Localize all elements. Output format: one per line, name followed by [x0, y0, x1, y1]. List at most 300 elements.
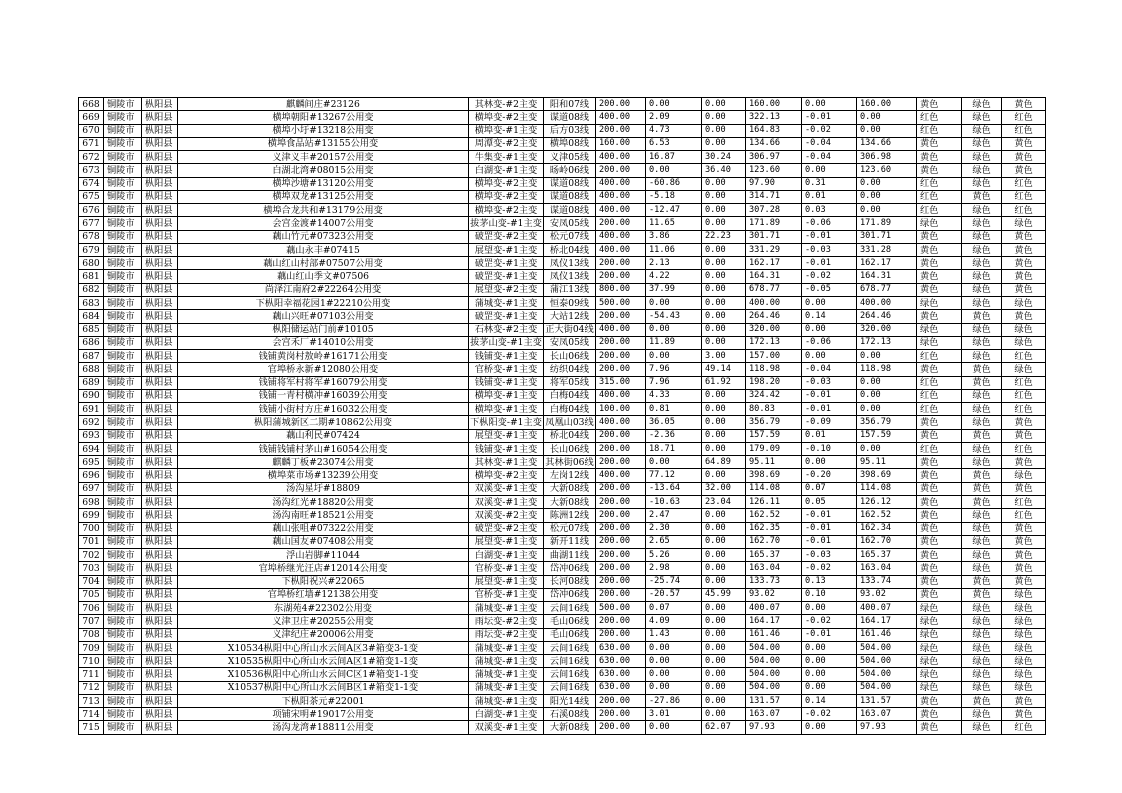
table-row [79, 403, 1046, 416]
cell-substation: 破罡变-#1主变 [469, 270, 544, 283]
cell-county: 枞阳县 [142, 602, 178, 615]
cell-transformer-name: 汤沟南旺#18521公用变 [178, 509, 469, 522]
cell-county: 枞阳县 [142, 124, 178, 137]
cell-transformer-name: 白湖北湾#08015公用变 [178, 164, 469, 177]
cell-status-3: 绿色 [1002, 615, 1046, 628]
cell-transformer-name: 横埠沙塘#13120公用变 [178, 177, 469, 190]
cell-value-d: -0.05 [802, 283, 857, 296]
cell-value-a: 0.00 [646, 668, 702, 681]
cell-value-b: 0.00 [702, 98, 746, 111]
cell-substation: 官桥变-#1主变 [469, 562, 544, 575]
cell-value-d: -0.03 [802, 376, 857, 389]
cell-status-2: 绿色 [962, 124, 1002, 137]
cell-county: 枞阳县 [142, 389, 178, 402]
cell-value-a: 4.33 [646, 389, 702, 402]
table-row [79, 376, 1046, 389]
cell-county: 枞阳县 [142, 257, 178, 270]
cell-status-3: 绿色 [1002, 296, 1046, 309]
cell-substation: 展望变-#1主变 [469, 575, 544, 588]
cell-feeder-line: 石溪08线 [544, 708, 596, 721]
cell-transformer-name: 汤沟龙湾#18811公用变 [178, 721, 469, 734]
cell-value-c: 118.98 [746, 363, 802, 376]
cell-value-d: 0.00 [802, 721, 857, 734]
cell-capacity: 100.00 [596, 403, 646, 416]
cell-value-a: 0.00 [646, 98, 702, 111]
cell-transformer-name: 钱铺黄岗村敖岭#16171公用变 [178, 350, 469, 363]
cell-row-index: 700 [79, 522, 104, 535]
cell-status-3: 绿色 [1002, 588, 1046, 601]
table-row [79, 641, 1046, 654]
cell-value-c: 314.71 [746, 190, 802, 203]
cell-transformer-name: 浮山岩脚#11044 [178, 549, 469, 562]
cell-status-3: 黄色 [1002, 416, 1046, 429]
cell-city: 铜陵市 [104, 416, 142, 429]
cell-value-b: 0.00 [702, 257, 746, 270]
cell-value-b: 0.00 [702, 641, 746, 654]
cell-substation: 蒲城变-#1主变 [469, 655, 544, 668]
cell-city: 铜陵市 [104, 628, 142, 641]
cell-feeder-line: 阳光14线 [544, 694, 596, 707]
cell-substation: 雨坛变-#2主变 [469, 628, 544, 641]
cell-value-b: 0.00 [702, 535, 746, 548]
cell-capacity: 400.00 [596, 243, 646, 256]
cell-county: 枞阳县 [142, 243, 178, 256]
table-row [79, 456, 1046, 469]
data-table [78, 97, 1046, 735]
cell-capacity: 200.00 [596, 456, 646, 469]
cell-value-a: -60.86 [646, 177, 702, 190]
cell-county: 枞阳县 [142, 177, 178, 190]
cell-status-1: 黄色 [917, 416, 962, 429]
cell-value-c: 164.83 [746, 124, 802, 137]
cell-transformer-name: 下枞阳祝兴#22065 [178, 575, 469, 588]
cell-value-c: 172.13 [746, 336, 802, 349]
cell-substation: 白湖变-#1主变 [469, 708, 544, 721]
cell-feeder-line: 毛山06线 [544, 628, 596, 641]
cell-value-e: 398.69 [857, 469, 917, 482]
table-row [79, 602, 1046, 615]
cell-row-index: 679 [79, 243, 104, 256]
cell-value-d: -0.06 [802, 336, 857, 349]
cell-city: 铜陵市 [104, 336, 142, 349]
cell-status-3: 红色 [1002, 111, 1046, 124]
cell-status-1: 红色 [917, 389, 962, 402]
cell-value-d: -0.02 [802, 708, 857, 721]
cell-value-e: 95.11 [857, 456, 917, 469]
cell-transformer-name: 藕山张咀#07322公用变 [178, 522, 469, 535]
table-row [79, 509, 1046, 522]
cell-status-2: 绿色 [962, 336, 1002, 349]
cell-county: 枞阳县 [142, 694, 178, 707]
cell-status-3: 红色 [1002, 442, 1046, 455]
cell-transformer-name: 义津纪庄#20006公用变 [178, 628, 469, 641]
cell-capacity: 400.00 [596, 416, 646, 429]
cell-value-c: 264.46 [746, 310, 802, 323]
cell-substation: 钱铺变-#1主变 [469, 376, 544, 389]
cell-status-2: 绿色 [962, 641, 1002, 654]
cell-value-e: 678.77 [857, 283, 917, 296]
cell-transformer-name: 横埠朝阳#13267公用变 [178, 111, 469, 124]
cell-value-b: 0.00 [702, 628, 746, 641]
cell-value-d: 0.14 [802, 694, 857, 707]
cell-county: 枞阳县 [142, 336, 178, 349]
table-row [79, 469, 1046, 482]
cell-value-e: 0.00 [857, 177, 917, 190]
cell-city: 铜陵市 [104, 137, 142, 150]
cell-feeder-line: 恒泰09线 [544, 296, 596, 309]
cell-substation: 横埠变-#2主变 [469, 469, 544, 482]
cell-status-3: 红色 [1002, 177, 1046, 190]
cell-status-1: 黄色 [917, 137, 962, 150]
cell-value-d: 0.01 [802, 429, 857, 442]
cell-city: 铜陵市 [104, 257, 142, 270]
cell-value-c: 198.20 [746, 376, 802, 389]
cell-city: 铜陵市 [104, 270, 142, 283]
cell-value-d: 0.03 [802, 204, 857, 217]
cell-status-1: 黄色 [917, 429, 962, 442]
table-row [79, 416, 1046, 429]
cell-transformer-name: 义津义丰#20157公用变 [178, 151, 469, 164]
cell-value-a: 0.00 [646, 655, 702, 668]
cell-city: 铜陵市 [104, 588, 142, 601]
cell-capacity: 200.00 [596, 628, 646, 641]
cell-value-e: 0.00 [857, 403, 917, 416]
cell-city: 铜陵市 [104, 296, 142, 309]
cell-capacity: 800.00 [596, 283, 646, 296]
cell-row-index: 714 [79, 708, 104, 721]
cell-feeder-line: 陈洲12线 [544, 509, 596, 522]
cell-capacity: 400.00 [596, 389, 646, 402]
cell-county: 枞阳县 [142, 403, 178, 416]
cell-value-c: 164.17 [746, 615, 802, 628]
cell-capacity: 400.00 [596, 204, 646, 217]
cell-status-1: 黄色 [917, 363, 962, 376]
table-row [79, 389, 1046, 402]
cell-value-d: -0.01 [802, 628, 857, 641]
cell-substation: 蒲城变-#1主变 [469, 641, 544, 654]
cell-status-3: 红色 [1002, 350, 1046, 363]
cell-value-b: 0.00 [702, 323, 746, 336]
cell-row-index: 707 [79, 615, 104, 628]
cell-capacity: 200.00 [596, 562, 646, 575]
cell-value-a: -5.18 [646, 190, 702, 203]
cell-value-a: -13.64 [646, 482, 702, 495]
cell-value-e: 306.98 [857, 151, 917, 164]
cell-substation: 官桥变-#1主变 [469, 363, 544, 376]
cell-value-d: -0.01 [802, 111, 857, 124]
cell-city: 铜陵市 [104, 217, 142, 230]
cell-substation: 牛集变-#1主变 [469, 151, 544, 164]
cell-feeder-line: 凤仪13线 [544, 270, 596, 283]
cell-transformer-name: 下枞阳茶元#22001 [178, 694, 469, 707]
cell-substation: 蒲城变-#1主变 [469, 681, 544, 694]
cell-status-3: 红色 [1002, 376, 1046, 389]
cell-substation: 展望变-#1主变 [469, 243, 544, 256]
cell-capacity: 400.00 [596, 190, 646, 203]
cell-row-index: 675 [79, 190, 104, 203]
cell-feeder-line: 白梅04线 [544, 403, 596, 416]
cell-value-d: 0.07 [802, 482, 857, 495]
cell-value-e: 331.28 [857, 243, 917, 256]
cell-transformer-name: 下枞阳幸福花园1#22210公用变 [178, 296, 469, 309]
cell-row-index: 695 [79, 456, 104, 469]
table-row [79, 522, 1046, 535]
cell-feeder-line: 旸岭06线 [544, 164, 596, 177]
cell-substation: 破罡变-#2主变 [469, 230, 544, 243]
cell-value-b: 0.00 [702, 310, 746, 323]
cell-county: 枞阳县 [142, 310, 178, 323]
cell-status-3: 黄色 [1002, 98, 1046, 111]
cell-value-c: 400.00 [746, 296, 802, 309]
cell-row-index: 687 [79, 350, 104, 363]
cell-value-c: 134.66 [746, 137, 802, 150]
cell-county: 枞阳县 [142, 641, 178, 654]
cell-feeder-line: 大新08线 [544, 721, 596, 734]
cell-county: 枞阳县 [142, 522, 178, 535]
cell-value-a: 5.26 [646, 549, 702, 562]
cell-county: 枞阳县 [142, 442, 178, 455]
cell-status-2: 黄色 [962, 310, 1002, 323]
cell-county: 枞阳县 [142, 151, 178, 164]
cell-transformer-name: 横埠合龙共和#13179公用变 [178, 204, 469, 217]
cell-value-c: 97.90 [746, 177, 802, 190]
cell-status-2: 绿色 [962, 389, 1002, 402]
cell-capacity: 200.00 [596, 482, 646, 495]
cell-value-d: -0.10 [802, 442, 857, 455]
cell-transformer-name: X10537枞阳中心所山水云间B区1#箱变1-1变 [178, 681, 469, 694]
cell-value-c: 123.60 [746, 164, 802, 177]
cell-city: 铜陵市 [104, 164, 142, 177]
cell-transformer-name: 藕山红山季文#07506 [178, 270, 469, 283]
cell-county: 枞阳县 [142, 509, 178, 522]
cell-status-1: 黄色 [917, 575, 962, 588]
cell-county: 枞阳县 [142, 668, 178, 681]
table-row [79, 283, 1046, 296]
cell-status-1: 红色 [917, 403, 962, 416]
cell-row-index: 701 [79, 535, 104, 548]
cell-status-3: 黄色 [1002, 522, 1046, 535]
cell-feeder-line: 其林街06线 [545, 456, 594, 468]
cell-value-a: 0.00 [646, 681, 702, 694]
cell-county: 枞阳县 [142, 469, 178, 482]
cell-substation: 官桥变-#1主变 [469, 588, 544, 601]
cell-value-b: 22.23 [702, 230, 746, 243]
cell-feeder-line: 白梅04线 [544, 389, 596, 402]
cell-status-2: 绿色 [962, 177, 1002, 190]
cell-city: 铜陵市 [104, 204, 142, 217]
cell-feeder-line: 左岗12线 [544, 469, 596, 482]
cell-value-c: 398.69 [746, 469, 802, 482]
cell-value-b: 0.00 [702, 190, 746, 203]
cell-status-2: 黄色 [962, 429, 1002, 442]
cell-transformer-name: X10534枞阳中心所山水云间A区3#箱变3-1变 [178, 641, 469, 654]
cell-value-e: 504.00 [857, 681, 917, 694]
table-row [79, 668, 1046, 681]
cell-status-2: 绿色 [962, 164, 1002, 177]
cell-value-c: 322.13 [746, 111, 802, 124]
cell-transformer-name: 横埠食品站#13155公用变 [178, 137, 469, 150]
cell-value-a: -2.36 [646, 429, 702, 442]
cell-status-3: 红色 [1002, 124, 1046, 137]
cell-status-2: 绿色 [962, 283, 1002, 296]
cell-county: 枞阳县 [142, 495, 178, 508]
cell-value-a: 0.00 [646, 323, 702, 336]
cell-status-1: 黄色 [917, 98, 962, 111]
cell-value-c: 307.28 [746, 204, 802, 217]
cell-status-1: 红色 [917, 124, 962, 137]
cell-value-c: 356.79 [746, 416, 802, 429]
table-row [79, 270, 1046, 283]
cell-city: 铜陵市 [104, 708, 142, 721]
cell-capacity: 200.00 [596, 310, 646, 323]
cell-value-d: -0.03 [802, 243, 857, 256]
cell-capacity: 200.00 [596, 124, 646, 137]
cell-row-index: 673 [79, 164, 104, 177]
cell-value-b: 61.92 [702, 376, 746, 389]
cell-value-a: 11.06 [646, 243, 702, 256]
cell-city: 铜陵市 [104, 243, 142, 256]
table-row [79, 190, 1046, 203]
cell-status-3: 黄色 [1002, 482, 1046, 495]
cell-value-d: 0.05 [802, 495, 857, 508]
cell-row-index: 715 [79, 721, 104, 734]
cell-county: 枞阳县 [142, 98, 178, 111]
cell-feeder-line: 桥北04线 [544, 429, 596, 442]
cell-value-c: 504.00 [746, 641, 802, 654]
cell-feeder-line: 云间16线 [544, 668, 596, 681]
cell-value-e: 172.13 [857, 336, 917, 349]
cell-value-d: -0.02 [802, 615, 857, 628]
cell-status-2: 绿色 [962, 562, 1002, 575]
cell-status-1: 红色 [917, 190, 962, 203]
cell-status-3: 红色 [1002, 190, 1046, 203]
cell-status-1: 绿色 [917, 615, 962, 628]
cell-status-2: 绿色 [962, 230, 1002, 243]
cell-status-1: 黄色 [917, 283, 962, 296]
cell-value-d: -0.06 [802, 217, 857, 230]
cell-feeder-line: 长河08线 [544, 575, 596, 588]
cell-value-c: 80.83 [746, 403, 802, 416]
cell-value-c: 331.29 [746, 243, 802, 256]
cell-status-1: 黄色 [917, 257, 962, 270]
cell-value-e: 161.46 [857, 628, 917, 641]
cell-feeder-line: 云间16线 [544, 681, 596, 694]
table-row [79, 177, 1046, 190]
cell-status-1: 黄色 [917, 164, 962, 177]
cell-feeder-line: 松元07线 [544, 522, 596, 535]
cell-value-b: 0.00 [702, 509, 746, 522]
cell-value-b: 0.00 [702, 177, 746, 190]
cell-value-d: 0.00 [802, 641, 857, 654]
cell-value-d: -0.02 [802, 562, 857, 575]
cell-status-3: 黄色 [1002, 257, 1046, 270]
cell-value-b: 0.00 [702, 442, 746, 455]
cell-row-index: 698 [79, 495, 104, 508]
cell-status-1: 黄色 [917, 270, 962, 283]
cell-row-index: 683 [79, 296, 104, 309]
cell-value-a: -12.47 [646, 204, 702, 217]
cell-status-1: 黄色 [917, 243, 962, 256]
cell-value-c: 95.11 [746, 456, 802, 469]
cell-transformer-name: 藕山竹元#07323公用变 [178, 230, 469, 243]
cell-value-a: 16.87 [646, 151, 702, 164]
cell-value-b: 36.40 [702, 164, 746, 177]
cell-city: 铜陵市 [104, 694, 142, 707]
cell-row-index: 668 [79, 98, 104, 111]
cell-county: 枞阳县 [142, 416, 178, 429]
cell-status-1: 绿色 [917, 681, 962, 694]
cell-value-b: 0.00 [702, 708, 746, 721]
cell-feeder-line: 纺织04线 [544, 363, 596, 376]
cell-value-e: 114.08 [857, 482, 917, 495]
cell-capacity: 315.00 [596, 376, 646, 389]
cell-feeder-line: 谋道08线 [544, 111, 596, 124]
cell-substation: 拔茅山变-#1主变 [470, 337, 542, 349]
cell-value-e: 356.79 [857, 416, 917, 429]
cell-status-1: 红色 [917, 442, 962, 455]
cell-status-3: 黄色 [1002, 456, 1046, 469]
cell-row-index: 690 [79, 389, 104, 402]
cell-city: 铜陵市 [104, 549, 142, 562]
table-row [79, 694, 1046, 707]
cell-value-b: 0.00 [702, 124, 746, 137]
cell-value-c: 114.08 [746, 482, 802, 495]
cell-feeder-line: 毛山06线 [544, 615, 596, 628]
cell-value-e: 400.07 [857, 602, 917, 615]
cell-capacity: 400.00 [596, 177, 646, 190]
cell-value-b: 0.00 [702, 602, 746, 615]
cell-feeder-line: 长山06线 [544, 350, 596, 363]
cell-status-3: 绿色 [1002, 217, 1046, 230]
cell-value-c: 320.00 [746, 323, 802, 336]
cell-city: 铜陵市 [104, 403, 142, 416]
cell-substation: 破罡变-#2主变 [469, 522, 544, 535]
cell-capacity: 200.00 [596, 509, 646, 522]
cell-value-e: 0.00 [857, 111, 917, 124]
cell-value-d: 0.31 [802, 177, 857, 190]
cell-feeder-line: 凤仪13线 [544, 257, 596, 270]
cell-status-3: 绿色 [1002, 323, 1046, 336]
cell-status-3: 黄色 [1002, 243, 1046, 256]
cell-row-index: 685 [79, 323, 104, 336]
cell-status-3: 绿色 [1002, 336, 1046, 349]
cell-county: 枞阳县 [142, 708, 178, 721]
cell-status-1: 黄色 [917, 230, 962, 243]
cell-substation: 钱铺变-#1主变 [469, 350, 544, 363]
cell-city: 铜陵市 [104, 442, 142, 455]
cell-county: 枞阳县 [142, 270, 178, 283]
cell-value-d: 0.00 [802, 456, 857, 469]
cell-city: 铜陵市 [104, 124, 142, 137]
table-row [79, 655, 1046, 668]
table-row [79, 310, 1046, 323]
cell-value-b: 0.00 [702, 469, 746, 482]
cell-value-c: 157.00 [746, 350, 802, 363]
cell-value-d: -0.01 [802, 389, 857, 402]
cell-value-c: 301.71 [746, 230, 802, 243]
cell-value-b: 0.00 [702, 270, 746, 283]
cell-county: 枞阳县 [142, 230, 178, 243]
cell-status-1: 黄色 [917, 588, 962, 601]
cell-capacity: 200.00 [596, 363, 646, 376]
table-row [79, 336, 1046, 349]
cell-transformer-name: 汤沟星圩#18809 [178, 482, 469, 495]
cell-value-c: 171.89 [746, 217, 802, 230]
cell-value-d: -0.01 [802, 257, 857, 270]
cell-city: 铜陵市 [104, 469, 142, 482]
cell-status-3: 黄色 [1002, 562, 1046, 575]
cell-value-d: 0.00 [802, 602, 857, 615]
